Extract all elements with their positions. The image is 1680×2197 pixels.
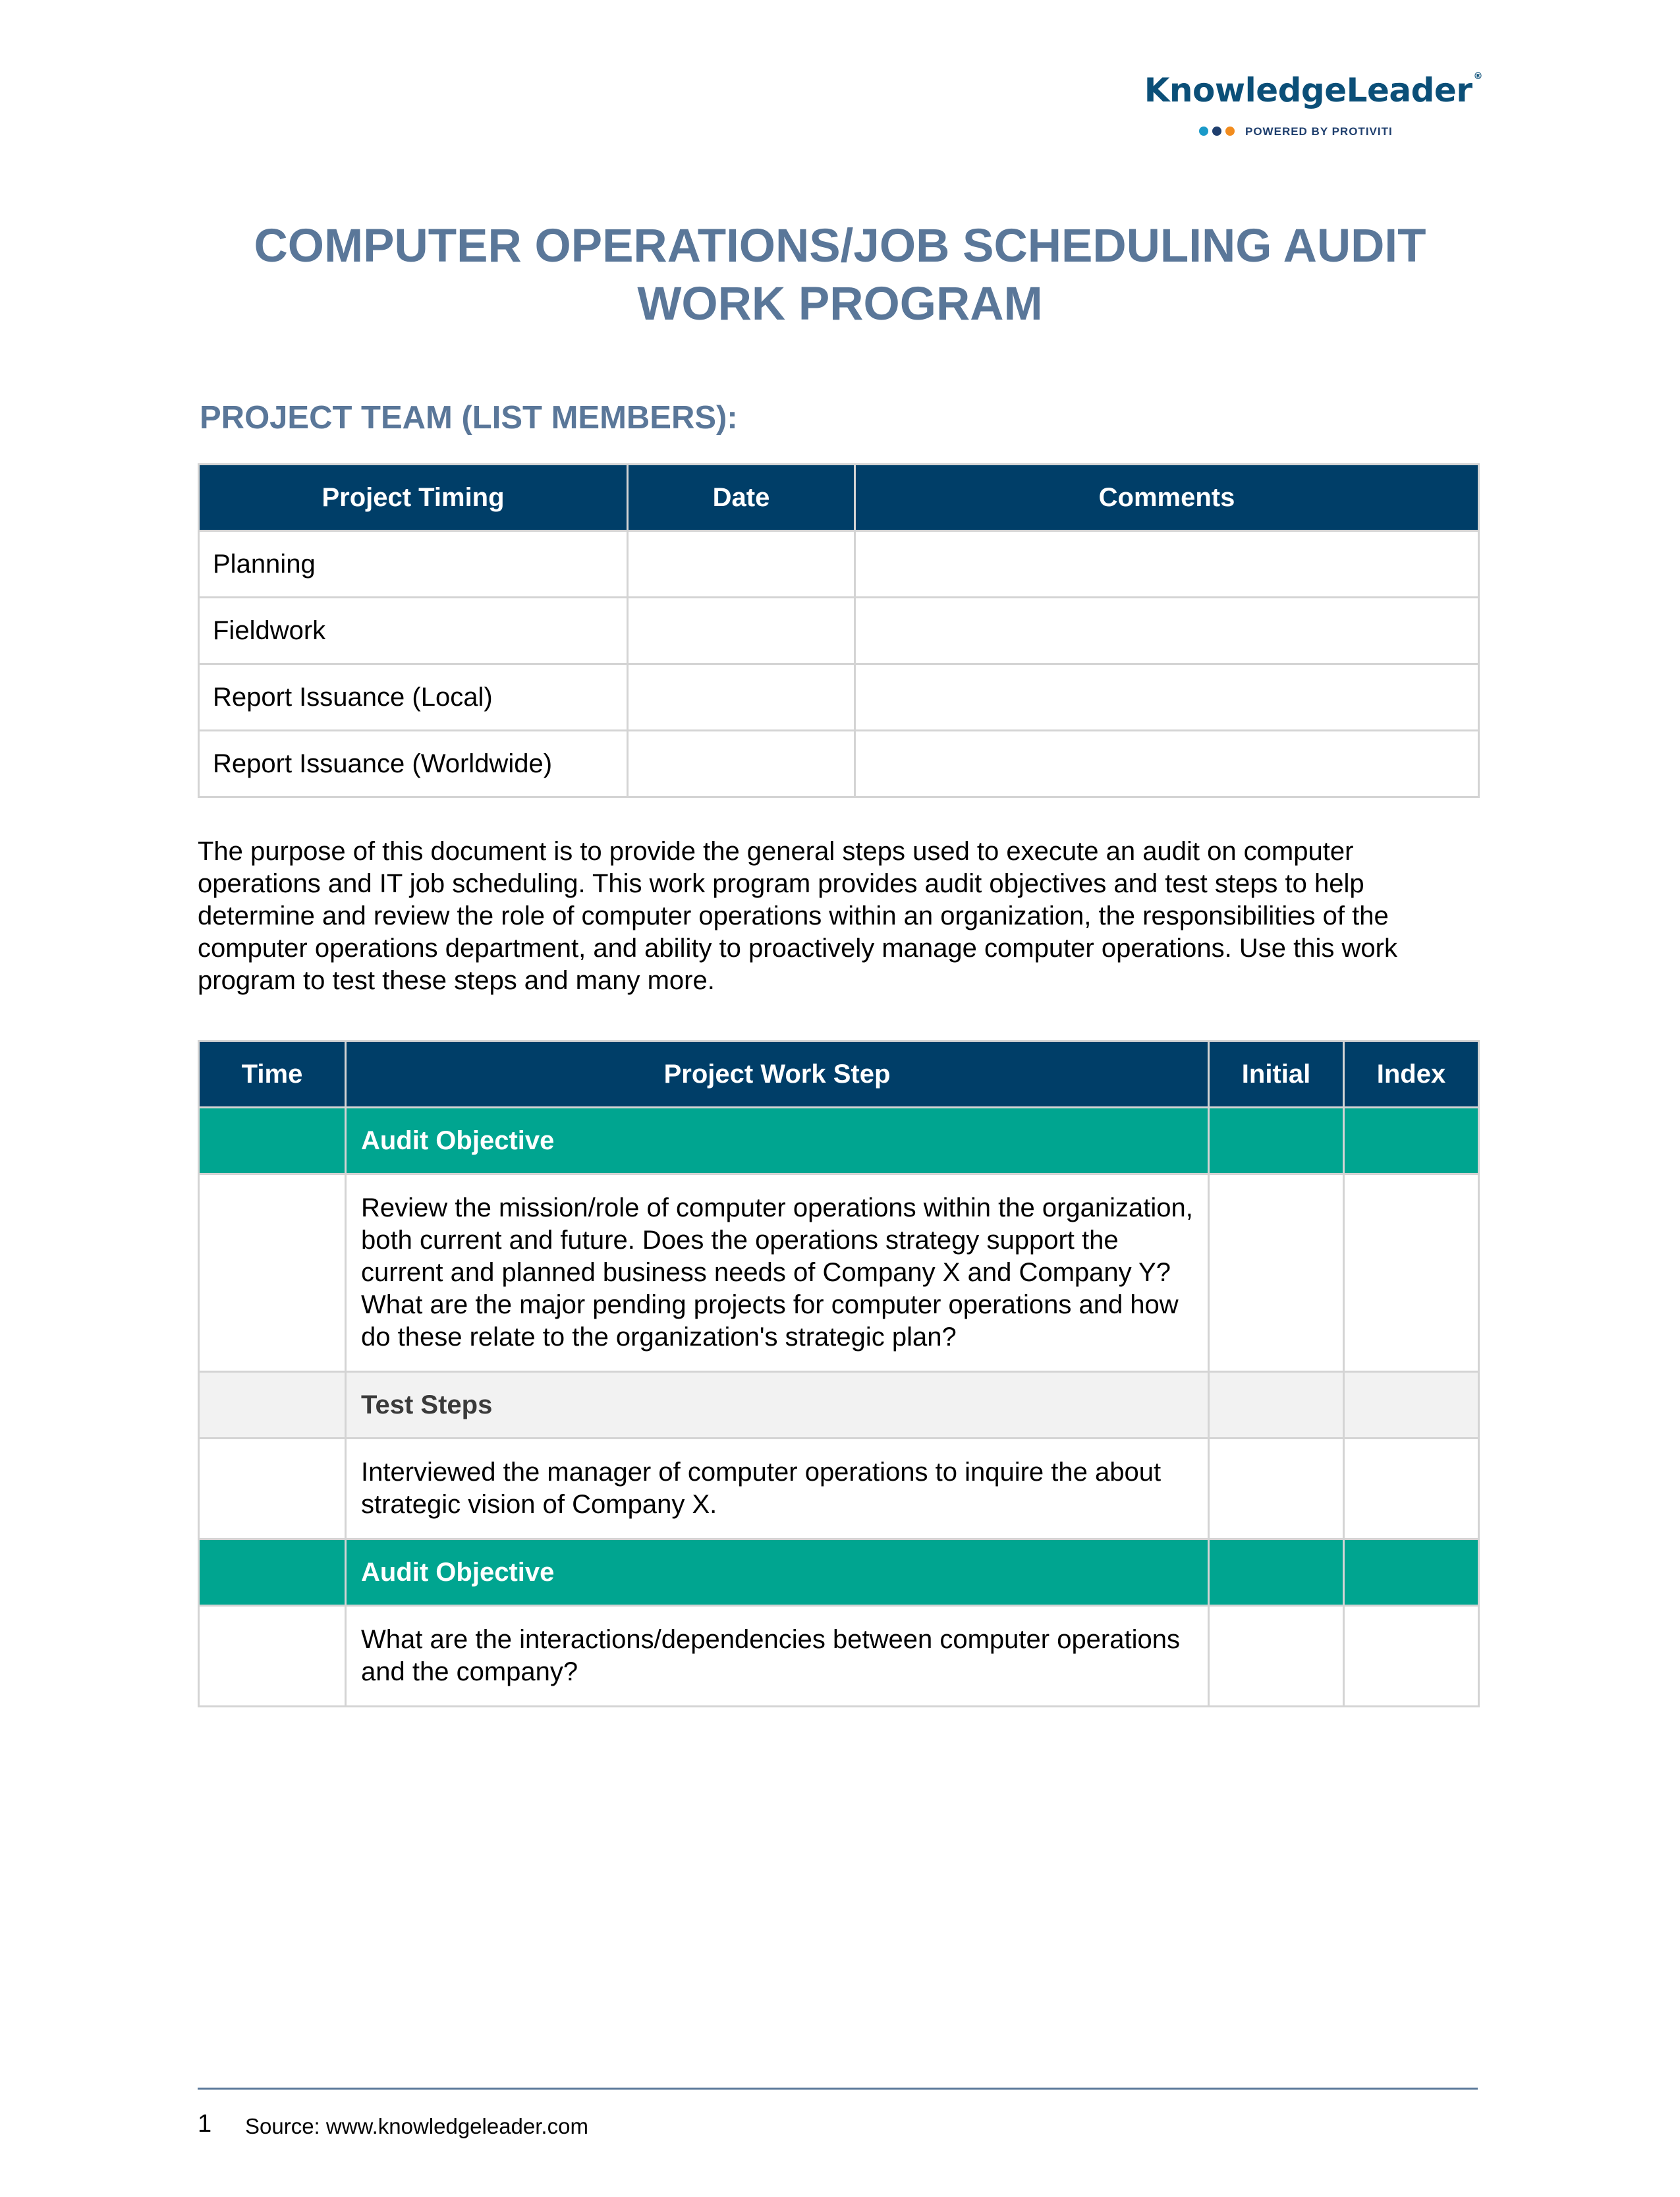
initial-cell[interactable] [1209, 1174, 1344, 1372]
initial-cell[interactable] [1209, 1372, 1344, 1439]
logo-dot-navy [1212, 127, 1221, 136]
audit-objective-row [199, 1539, 1479, 1606]
footer-divider [198, 2088, 1478, 2090]
header-initial: Initial [1209, 1041, 1344, 1108]
page-number: 1 [198, 2110, 212, 2138]
time-cell[interactable] [199, 1108, 346, 1174]
time-cell[interactable] [199, 1439, 346, 1539]
index-cell[interactable] [1344, 1539, 1479, 1606]
test-steps-row [199, 1372, 1479, 1439]
initial-cell[interactable] [1209, 1108, 1344, 1174]
index-cell[interactable] [1344, 1372, 1479, 1439]
work-step-row [199, 1439, 1479, 1539]
comments-cell[interactable] [855, 598, 1479, 664]
initial-cell[interactable] [1209, 1606, 1344, 1707]
work-step-row [199, 1606, 1479, 1707]
table-row [199, 731, 1479, 797]
timing-cell: Report Issuance (Local) [199, 664, 628, 731]
date-cell[interactable] [628, 598, 855, 664]
step-cell: Review the mission/role of computer operations within the organization, both current and future. Does the operations strategy support the current and planned business needs of Company X and Company Y? What are the major pending projects for computer operations and how do these relate to the organization's strategic plan? [346, 1174, 1209, 1372]
logo-dot-orange [1225, 127, 1235, 136]
time-cell[interactable] [199, 1372, 346, 1439]
comments-cell[interactable] [855, 664, 1479, 731]
step-cell: Audit Objective [346, 1108, 1209, 1174]
audit-objective-row [199, 1108, 1479, 1174]
step-cell: Interviewed the manager of computer operations to inquire the about strategic vision of Company X. [346, 1439, 1209, 1539]
knowledgeleader-logo [1140, 71, 1482, 144]
header-time: Time [199, 1041, 346, 1108]
step-cell: What are the interactions/dependencies between computer operations and the company? [346, 1606, 1209, 1707]
table-row [199, 598, 1479, 664]
step-cell: Audit Objective [346, 1539, 1209, 1606]
header-comments: Comments [855, 465, 1479, 531]
project-team-heading: PROJECT TEAM (LIST MEMBERS): [200, 400, 738, 436]
source-link[interactable]: Source: www.knowledgeleader.com [245, 2114, 588, 2138]
index-cell[interactable] [1344, 1439, 1479, 1539]
table-header-row [199, 465, 1479, 531]
work-step-row [199, 1174, 1479, 1372]
purpose-paragraph: The purpose of this document is to provide the general steps used to execute an audit on computer operations and IT job scheduling. This work program provides audit objectives and test steps to help determine and review the role of computer operations within an organization, the responsibilities of the computer operations department, and ability to proactively manage computer operations. Use this work program to test these steps and many more. [198, 837, 1397, 995]
initial-cell[interactable] [1209, 1439, 1344, 1539]
index-cell[interactable] [1344, 1174, 1479, 1372]
index-cell[interactable] [1344, 1108, 1479, 1174]
comments-cell[interactable] [855, 531, 1479, 598]
work-program-table [198, 1040, 1480, 1707]
logo-dots [1199, 127, 1235, 136]
date-cell[interactable] [628, 731, 855, 797]
step-cell: Test Steps [346, 1372, 1209, 1439]
date-cell[interactable] [628, 531, 855, 598]
time-cell[interactable] [199, 1606, 346, 1707]
header-project-timing: Project Timing [199, 465, 628, 531]
logo-name: KnowledgeLeader [1144, 71, 1472, 109]
time-cell[interactable] [199, 1174, 346, 1372]
project-timing-table [198, 463, 1480, 798]
table-row [199, 531, 1479, 598]
table-row [199, 664, 1479, 731]
table-header-row [199, 1041, 1479, 1108]
document-title: COMPUTER OPERATIONS/JOB SCHEDULING AUDIT WORK PROGRAM [254, 220, 1426, 330]
header-project-work-step: Project Work Step [346, 1041, 1209, 1108]
logo-dot-blue [1199, 127, 1208, 136]
comments-cell[interactable] [855, 731, 1479, 797]
date-cell[interactable] [628, 664, 855, 731]
index-cell[interactable] [1344, 1606, 1479, 1707]
timing-cell: Report Issuance (Worldwide) [199, 731, 628, 797]
logo-registered-mark: ® [1473, 71, 1482, 82]
header-index: Index [1344, 1041, 1479, 1108]
timing-cell: Planning [199, 531, 628, 598]
initial-cell[interactable] [1209, 1539, 1344, 1606]
timing-cell: Fieldwork [199, 598, 628, 664]
time-cell[interactable] [199, 1539, 346, 1606]
header-date: Date [628, 465, 855, 531]
logo-tagline: POWERED BY PROTIVITI [1245, 125, 1393, 138]
